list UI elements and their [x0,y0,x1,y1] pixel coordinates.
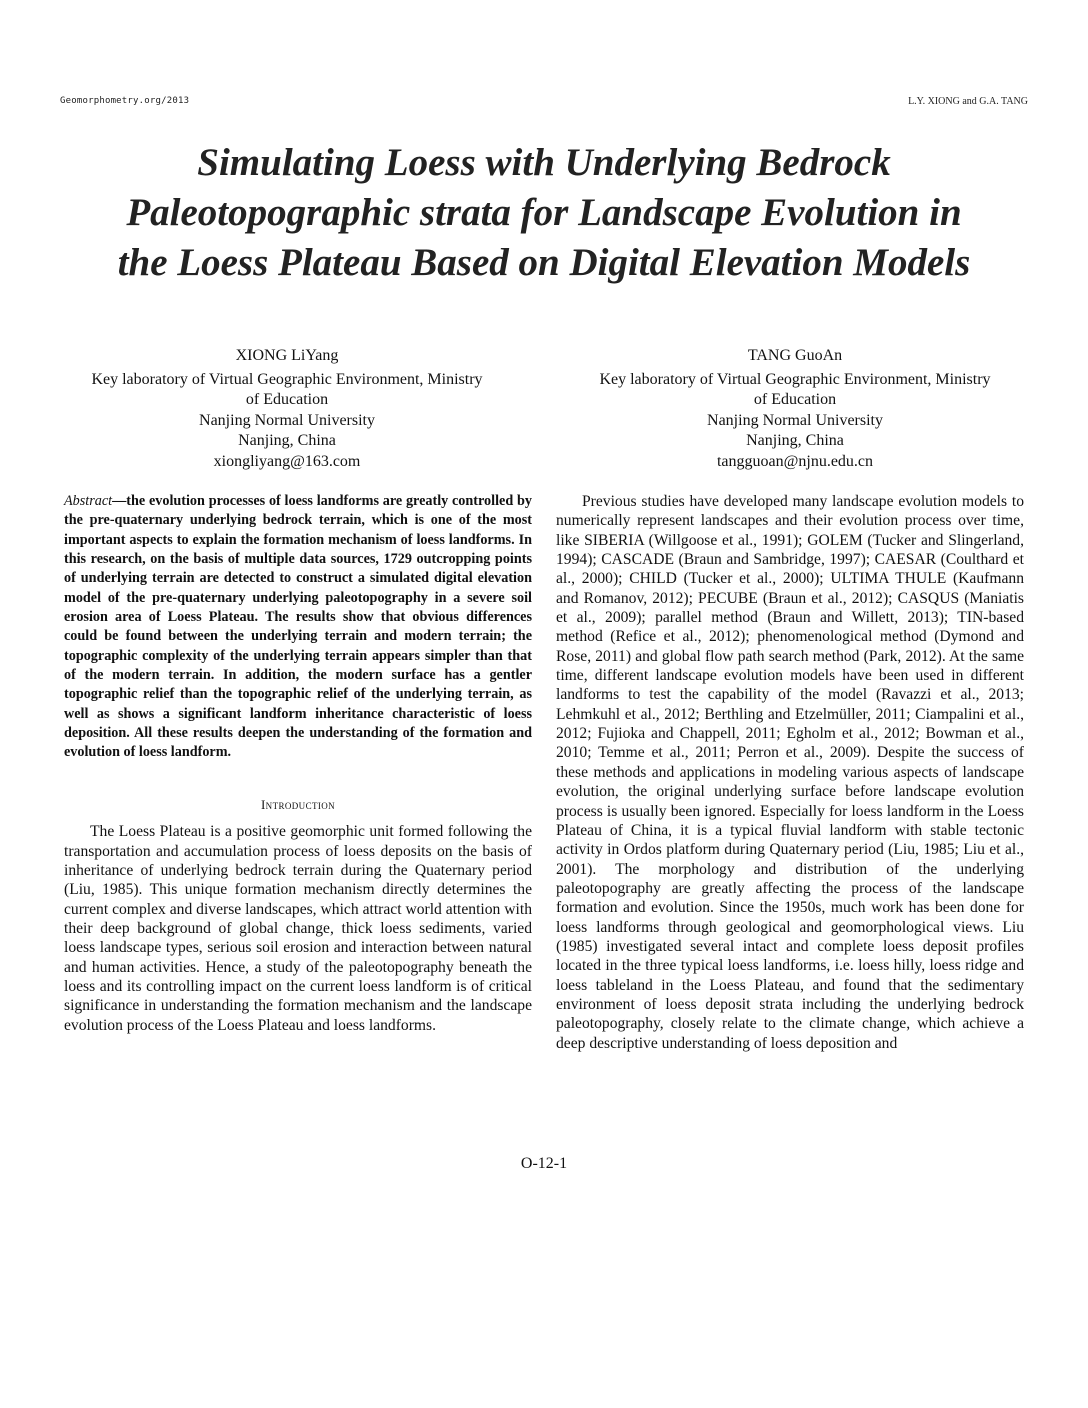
author-email: xiongliyang@163.com [213,452,361,470]
body-paragraph: Previous studies have developed many landscape evolution models to numerically represent landscapes and their evolution process over time, like SIBERIA (Willgoose et al., 1991); GOLEM (Tucker and Slingerland, 1994); CASCADE (Braun and Sambridge, 1997); CAESAR (Coulthard et al., 2000); CHILD (Tucker et al., 2000); ULTIMA THULE (Kaufmann and Romanov, 2012); PECUBE (Braun et al., 2012); CASQUS (Maniatis et al., 2009); parallel method (Braun and Willett, 2013); TIN-based method (Refice et al., 2012); phenomenological method (Dymond and Rose, 2011) and global flow path search method (Park, 2012). At the same time, different landscape evolution models have been used in different landforms to test the capability of the model (Ravazzi et al., 2013; Lehmkuhl et al., 2012; Berthling and Etzelmüller, 2011; Ciampalini et al., 2012; Fujioka and Chappell, 2011; Egholm et al., 2012; Bowman et al., 2010; Temme et al., 2011; Perron et al., 2009). Despite the success of these methods and applications in modeling various aspects of landscape evolution, the original underlying surface before landscape evolution process is usually been ignored. Especially for loess landform in the Loess Plateau of China, it is a typical fluvial landform with stable tectonic activity in Ordos platform during Quaternary period (Liu, 1985; Liu et al., 2001). The morphology and distribution of the underlying paleotopography are greatly affecting the process of the landscape formation and evolution. Since the 1950s, much work has been done for loess landforms through geological and geomorphological views. Liu (1985) investigated several intact and complete loess deposit profiles located in the three typical loess landforms, i.e. loess hilly, loess ridge and loess tableland in the Loess Plateau, and found that the sedimentary environment of loess deposit strata including the underlying bedrock paleotopography, closely relate to the climate change, which achieve a deep descriptive understanding of loess deposition and [556,493,1024,1052]
author-affiliation-cont: of Education [753,391,837,408]
abstract-text: —the evolution processes of loess landforms are greatly controlled by the pre-quaternary underlying bedrock terrain, which is one of the most important aspects to explain the formation mechanism of loess landforms. In this research, on the basis of multiple data sources, 1729 outcropping points of underlying terrain are detected to construct a simulated digital elevation model of the pre-quaternary underlying paleotopography in a severe soil erosion area of Loess Plateau. The results show that obvious differences could be found between the underlying terrain and modern terrain; the topographic complexity of the underlying terrain appears simpler than that of the modern terrain. In addition, the modern surface has a gentler topographic relief than the topographic relief of the underlying terrain, as well as shows a significant landform inheritance characteristic of loess deposition. All these results deepen the understanding of the formation and evolution of loess landform. [64,493,532,761]
author-email: tangguoan@njnu.edu.cn [716,452,874,470]
title-line-1: Simulating Loess with Underlying Bedrock [197,141,891,184]
page-number: O-12-1 [520,1155,568,1172]
section-heading-introduction: Introduction [260,796,336,812]
author-block-1 [52,346,522,472]
paper-title [60,138,1028,288]
intro-paragraph: The Loess Plateau is a positive geomorphic unit formed following the transportation and accumulation process of loess deposits on the basis of inheritance of underlying bedrock terrain during the Quaternary period (Liu, 1985). This unique formation mechanism directly determines the current complex and diverse landscapes, which attract world attention with their deep background of global change, thick loess sediments, varied loess landscape types, serious soil erosion and interaction between natural and human activities. Hence, a study of the paleotopography beneath the loess and its controlling impact on the current loess landform is of critical significance in understanding the formation mechanism and the landscape evolution process of the Loess Plateau and loess landforms. [64,823,532,1034]
author-city: Nanjing, China [238,432,336,449]
author-university: Nanjing Normal University [707,411,883,429]
abstract [64,492,532,763]
author-affiliation-cont: of Education [245,391,329,408]
title-line-2: Paleotopographic strata for Landscape Evolution in [126,191,962,234]
title-line-3: the Loess Plateau Based on Digital Elevation Models [117,241,971,284]
author-name: XIONG LiYang [235,347,339,364]
running-header-right: L.Y. XIONG and G.A. TANG [908,96,1028,107]
author-name: TANG GuoAn [747,347,843,364]
author-university: Nanjing Normal University [199,411,375,429]
author-city: Nanjing, China [746,432,844,449]
running-header-left: Geomorphometry.org/2013 [60,96,190,106]
author-affiliation: Key laboratory of Virtual Geographic Environment, Ministry [91,370,483,388]
left-column [64,492,532,1035]
author-affiliation: Key laboratory of Virtual Geographic Environment, Ministry [599,370,991,388]
right-column [556,492,1024,1053]
author-block-2 [560,346,1030,472]
abstract-lead: Abstract [64,493,113,509]
